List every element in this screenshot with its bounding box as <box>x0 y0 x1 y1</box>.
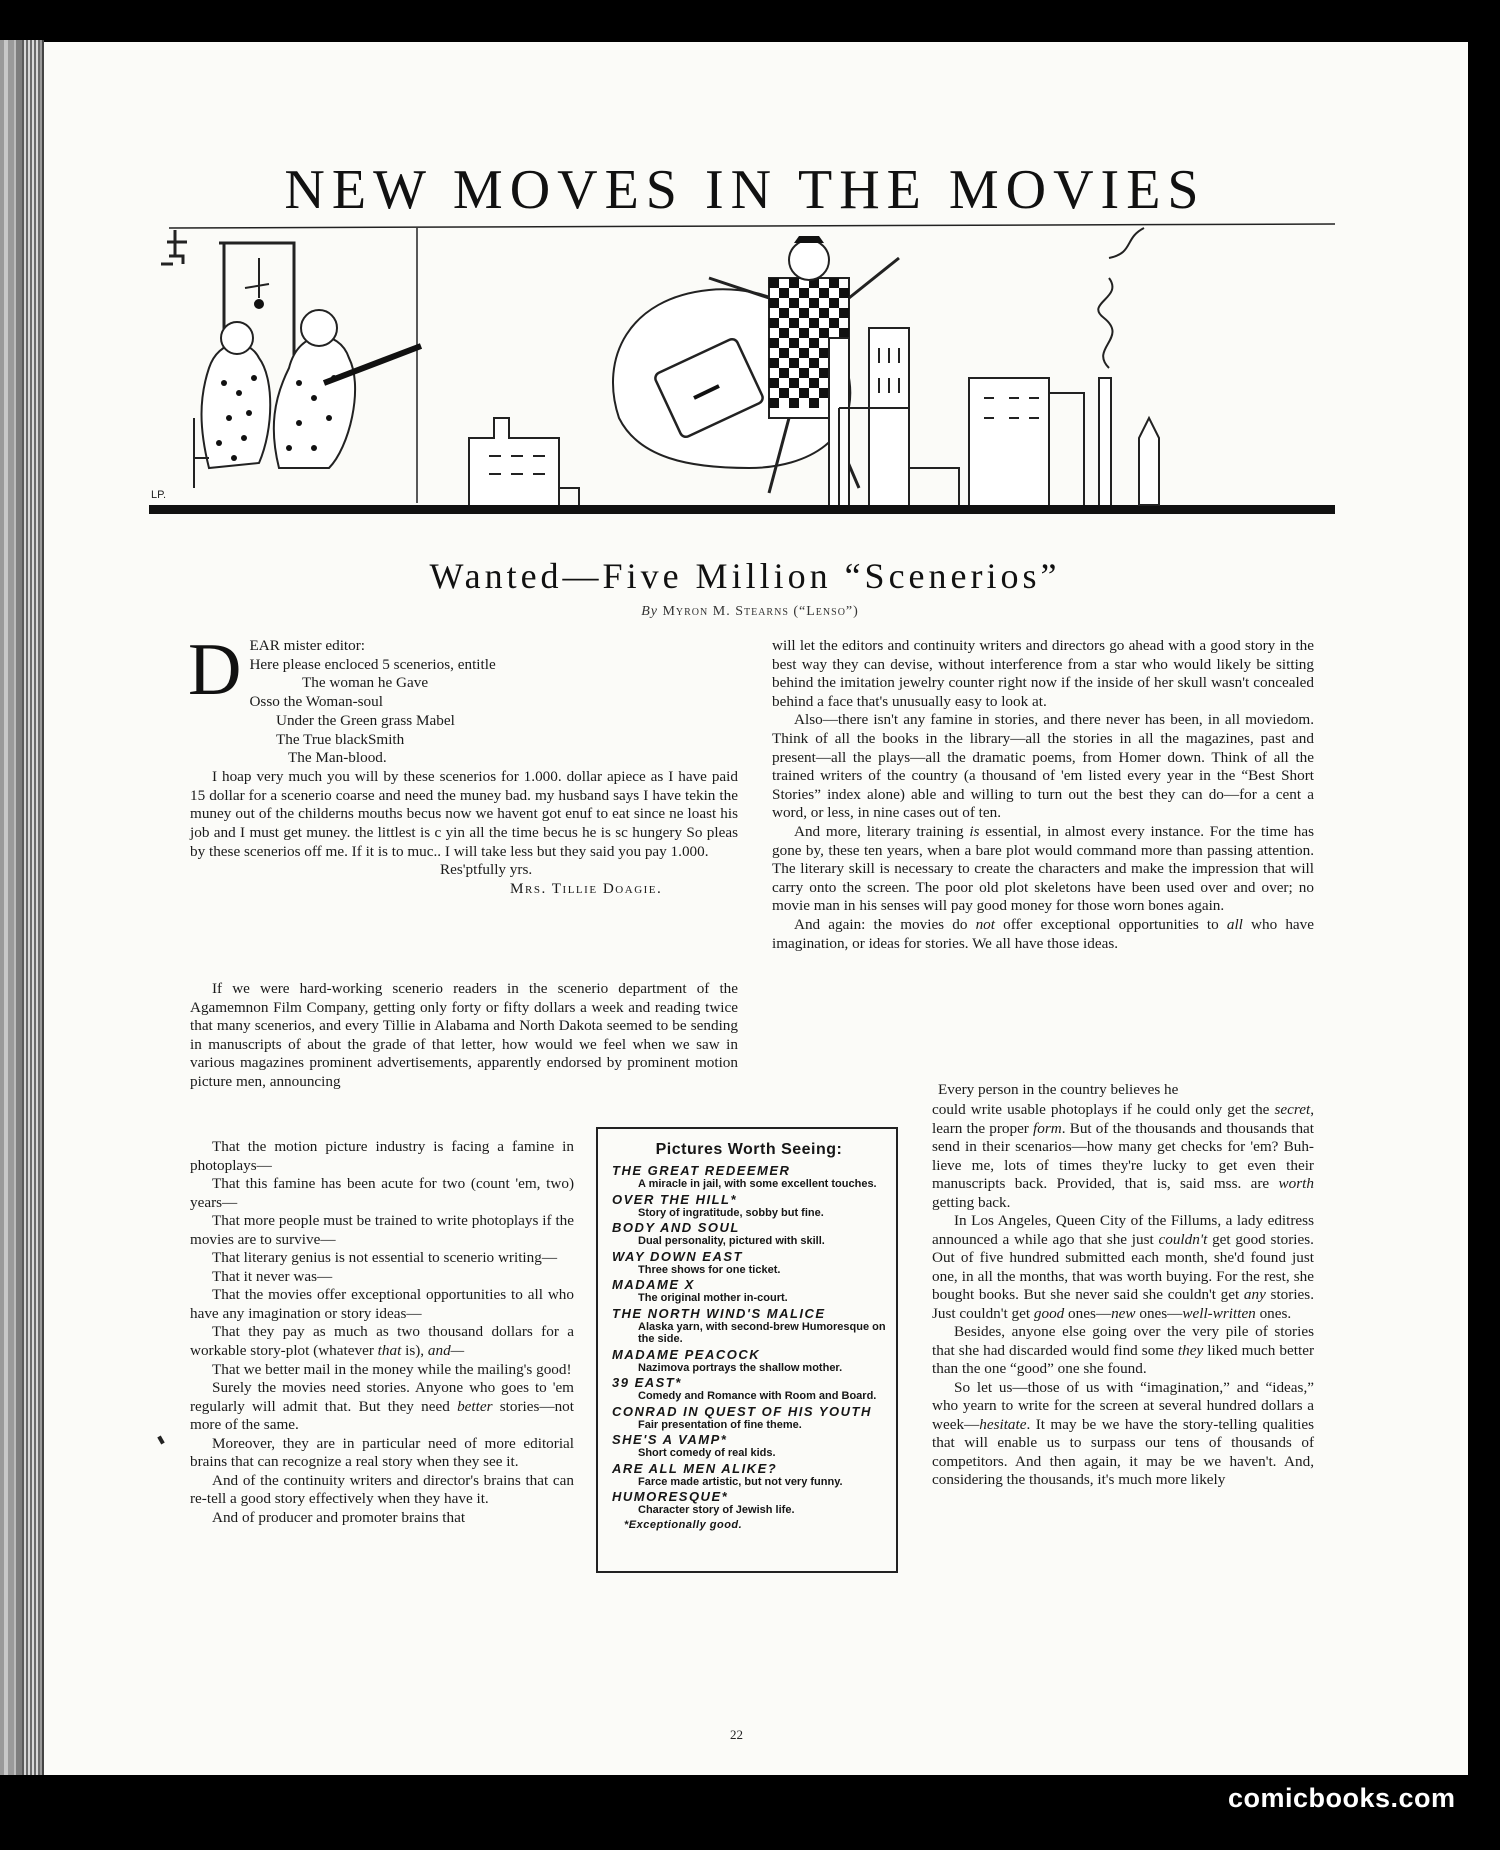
movie-title: 39 EAST* <box>612 1375 682 1390</box>
paragraph: So let us—those of us with “imagination,” and “ideas,” who yearn to write for the screen at several hundred dollars a week—hesitate. It may be we have the story-telling qualities that will enable us to surpass our tens of thousands of competitors. And then again, it may be we haven't. And, considering the thousands, it's much more likely <box>932 1378 1314 1488</box>
cartoon-illustration <box>149 218 1335 523</box>
movie-title: THE NORTH WIND'S MALICE <box>612 1305 826 1321</box>
article-column-3 <box>932 1101 1314 1490</box>
movie-title: SHE'S A VAMP* <box>612 1432 728 1447</box>
paragraph: And more, literary training is essential, in almost every instance. For the time has gone by, these ten years, when a bare plot would command more than passing attention. The literary skill is necessary to create the characters and make the impression that will carry onto the screen. The poor old plot skeletons have been used over and over; no movie man in his senses will pay good money for those worn bones again. <box>772 822 1315 915</box>
sidebar-footnote: *Exceptionally good. <box>624 1518 743 1531</box>
paragraph: And of producer and promoter brains that <box>212 1508 466 1526</box>
story-title: Wanted—Five Million “Scenerios” <box>429 556 1061 596</box>
movie-desc: Alaska yarn, with second-brew Humoresque on the side. <box>638 1320 886 1345</box>
movie-entry <box>612 1404 886 1432</box>
letter-signature: Mrs. Tillie Doagie. <box>510 880 663 898</box>
page-number: 22 <box>730 1727 743 1742</box>
letter-line: The True blackSmith <box>276 730 405 748</box>
movie-desc: Story of ingratitude, sobby but fine. <box>638 1206 824 1219</box>
paragraph: will let the editors and continuity writers and directors go ahead with a good story in the best way they can devise, without interference from a star who would likely be sitting behind the imitation jewelry counter right now if the inside of her skull wasn't concealed behind a face that's unusually easy to look at. <box>772 637 1314 710</box>
movie-desc: Short comedy of real kids. <box>638 1447 776 1459</box>
paragraph: And again: the movies do not offer exceptional opportunities to all who have imagination, or ideas for stories. We all have those ideas. <box>772 915 1314 952</box>
letter-closing: Res'ptfully yrs. <box>440 861 533 879</box>
movie-title: THE GREAT REDEEMER <box>612 1163 791 1178</box>
movie-entry <box>612 1306 886 1346</box>
movie-entry <box>612 1249 886 1277</box>
article-column-3-lead <box>938 1081 1314 1100</box>
movie-desc: A miracle in jail, with some excellent touches. <box>638 1178 877 1190</box>
list-item: That they pay as much as two thousand dollars for a workable story-plot (whatever that is), and— <box>190 1323 574 1360</box>
byline-prefix: By <box>641 604 658 619</box>
movie-desc: Character story of Jewish life. <box>638 1504 795 1516</box>
paragraph: Besides, anyone else going over the very pile of stories that she had discarded would find some they liked much better than the one “good” one she found. <box>932 1323 1314 1377</box>
paragraph: Moreover, they are in particular need of more editorial brains that can recognize a real story when they see it. <box>190 1434 574 1471</box>
letter-line: Osso the Woman-soul <box>249 693 383 711</box>
movie-entry <box>612 1461 886 1489</box>
list-item: That we better mail in the money while the mailing's good! <box>212 1360 572 1378</box>
byline <box>500 604 1000 620</box>
letter-body: I hoap very much you will by these scenerios for 1.000. dollar apiece as I have paid 15 dollar for a scenerio coarse and need the muney bad. my husband says I have tekin the muney out of the childerns mouths becus now we havent got enuf to eat since ne loast his job and I must get muney. the littlest is c yin all the time becus he is sc hungery So pleas by these scenerios off me. If it is to muc.. I will take less but they said you pay 1.000. <box>190 767 738 860</box>
movie-title: OVER THE HILL* <box>612 1191 738 1207</box>
letter-to-editor <box>188 629 738 899</box>
movie-title: ARE ALL MEN ALIKE? <box>612 1460 778 1476</box>
movie-desc: Comedy and Romance with Room and Board. <box>638 1390 877 1402</box>
movie-desc: Nazimova portrays the shallow mother. <box>638 1361 843 1374</box>
movie-entry <box>612 1347 886 1375</box>
movie-title: HUMORESQUE* <box>612 1489 729 1504</box>
letter-line: The woman he Gave <box>302 674 429 692</box>
movie-entry <box>612 1277 886 1305</box>
list-item: That the motion picture industry is facing a famine in photoplays— <box>190 1138 574 1174</box>
letter-line: Here please encloced 5 scenerios, entitle <box>249 655 496 673</box>
sidebar-title: Pictures Worth Seeing: <box>655 1141 843 1158</box>
paragraph: In Los Angeles, Queen City of the Fillums, a lady editress announced a while ago that she just couldn't get good stories. Out of five hundred submitted each month, she'd found just one, in all the months, that was worth buying. For the rest, she bought books. But she never said she couldn't get any stories. Just couldn't get good ones—new ones—well-written ones. <box>932 1212 1314 1322</box>
article-column-1-list <box>190 1138 574 1527</box>
movie-entry <box>612 1220 886 1248</box>
list-item: That this famine has been acute for two (count 'em, two) years— <box>190 1175 574 1211</box>
paragraph: Every person in the country believes he <box>938 1081 1179 1098</box>
movie-title: MADAME PEACOCK <box>612 1346 761 1362</box>
movie-desc: Three shows for one ticket. <box>638 1263 781 1276</box>
byline-author: Myron M. Stearns (“Lenso”) <box>662 604 859 619</box>
article-column-1 <box>190 980 738 1092</box>
movie-desc: The original mother in-court. <box>638 1292 788 1304</box>
movie-entry <box>612 1432 886 1460</box>
movie-entry <box>612 1375 886 1403</box>
page-headline: NEW MOVES IN THE MOVIES <box>284 159 1206 221</box>
list-item: That it never was— <box>212 1267 333 1285</box>
letter-line: Under the Green grass Mabel <box>276 711 455 729</box>
movie-title: MADAME X <box>612 1277 695 1292</box>
drop-cap: D <box>188 629 242 711</box>
page-edges <box>24 40 40 1775</box>
movie-entry <box>612 1192 886 1220</box>
movie-entry <box>612 1489 886 1517</box>
letter-line: The Man-blood. <box>288 749 387 767</box>
artist-initials: LP. <box>151 489 167 501</box>
movie-desc: Dual personality, pictured with skill. <box>638 1235 825 1247</box>
paragraph: Also—there isn't any famine in stories, and there never has been, in all moviedom. Think of all the books in the library—all the stories in all the magazines, past and present—all the plays—all the dramatic poems, from Homer down. Think of all the trained writers of the country (a thousand of 'em listed every year in the “Best Short Stories” index alone) able and willing to turn out the best they can do—for a cent a word, or less, in nine cases out of ten. <box>772 711 1314 822</box>
list-item: That more people must be trained to write photoplays if the movies are to survive— <box>190 1212 574 1248</box>
movie-entry <box>612 1163 886 1191</box>
pictures-worth-seeing-box <box>596 1127 898 1573</box>
list-item: That literary genius is not essential to scenerio writing— <box>212 1249 558 1267</box>
article-column-2 <box>772 637 1314 953</box>
paragraph: If we were hard-working scenerio readers in the scenerio department of the Agamemnon Film Company, getting only forty or fifty dollars a week and reading twice that many scenerios, and every Tillie in Alabama and North Dakota seemed to be sending in manuscripts of about the grade of that letter, how would we feel when we saw in various magazines prominent advertisements, apparently endorsed by prominent motion picture men, announcing <box>190 980 738 1090</box>
list-item: That the movies offer exceptional opportunities to all who have any imagination or story ideas— <box>190 1286 574 1322</box>
movie-desc: Fair presentation of fine theme. <box>638 1418 802 1431</box>
watermark: comicbooks.com <box>1228 1783 1456 1813</box>
paragraph: could write usable photoplays if he could only get the secret, learn the proper form. But of the thousands and thousands that send in their scenarios—how many get checks for 'em? Buh-lieve me, lots of times they're lucky to get even their manuscripts back. Provided, that is, said mss. are worth getting back. <box>932 1101 1314 1211</box>
movie-desc: Farce made artistic, but not very funny. <box>638 1475 843 1488</box>
movie-title: BODY AND SOUL <box>612 1220 740 1235</box>
letter-greeting: EAR mister editor: <box>249 637 366 654</box>
paragraph: Surely the movies need stories. Anyone who goes to 'em regularly will admit that. But they need better stories—not more of the same. <box>190 1379 574 1434</box>
movie-title: WAY DOWN EAST <box>612 1248 743 1264</box>
movie-title: CONRAD IN QUEST OF HIS YOUTH <box>612 1403 872 1419</box>
paragraph: And of the continuity writers and director's brains that can re-tell a good story effectively when they have it. <box>190 1471 574 1508</box>
